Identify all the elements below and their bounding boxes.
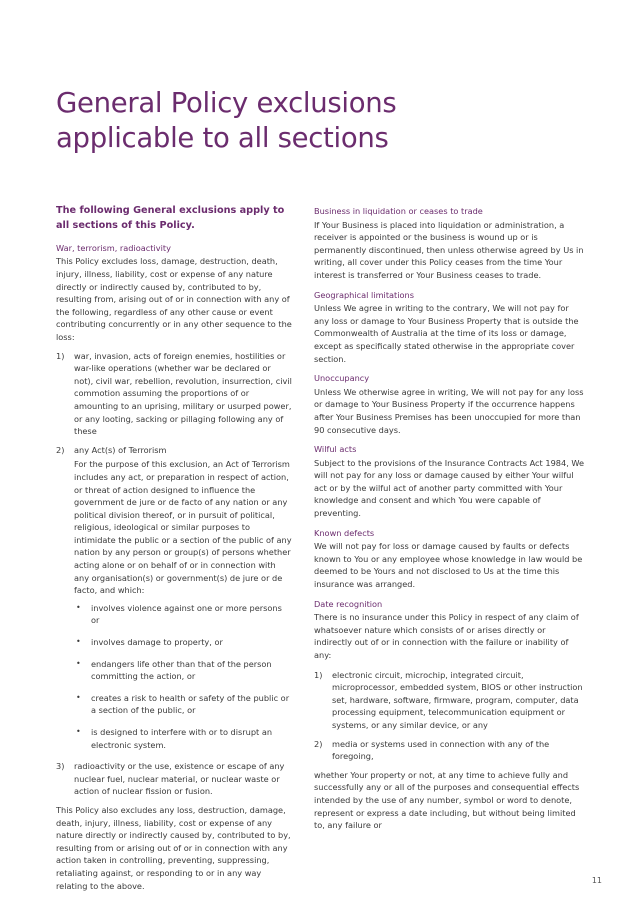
bullet-text: is designed to interfere with or to disrupt an electronic system. bbox=[91, 727, 273, 750]
wilful-acts-heading: Wilful acts bbox=[314, 444, 357, 455]
bullet-item bbox=[74, 692, 292, 717]
liquidation-heading: Business in liquidation or ceases to trade bbox=[314, 206, 483, 216]
list-item bbox=[314, 669, 586, 732]
list-item-text: any Act(s) of Terrorism bbox=[74, 444, 167, 455]
right-column bbox=[314, 203, 586, 839]
bullet-text: creates a risk to health or safety of the public or a section of the public, or bbox=[91, 692, 290, 716]
bullet-marker: • bbox=[76, 658, 81, 668]
wilful-acts-body: Subject to the provisions of the Insurance Contracts Act 1984, We will not pay for any loss or damage caused by either Your wilful act or by the wilful act of another party committed with Your knowledge and consent and which You were capable of preventing. bbox=[314, 457, 585, 519]
geographical-body: Unless We agree in writing to the contrary, We will not pay for any loss or damage to Your Business Property that is outside the Commonwealth of Australia at the time of its loss or damage, except as specifically stated otherwise in the appropriate cover section. bbox=[314, 303, 579, 364]
bullet-marker: • bbox=[76, 637, 81, 647]
title-line-1: General Policy exclusions bbox=[56, 87, 397, 119]
war-heading: War, terrorism, radioactivity bbox=[56, 242, 171, 253]
left-column bbox=[56, 203, 292, 898]
bullet-marker: • bbox=[76, 727, 81, 736]
bullet-item bbox=[74, 726, 292, 751]
date-recognition-list bbox=[314, 669, 586, 763]
list-marker: 2) bbox=[314, 738, 323, 749]
list-marker: 1) bbox=[314, 669, 323, 680]
bullet-marker: • bbox=[76, 602, 81, 612]
list-item-text: war, invasion, acts of foreign enemies, hostilities or war-like operations (whether war be declared or not), civil war, rebellion, revolution, insurrection, civil commotion assuming the proportions of or amounting to an uprising, military or usurped power, or any looting, sacking or pillaging following any of these bbox=[74, 350, 292, 437]
geographical-heading: Geographical limitations bbox=[314, 289, 415, 300]
liquidation-body: If Your Business is placed into liquidation or administration, a receiver is appointed or the business is wound up or is permanently discontinued, then unless otherwise agreed by Us in writing, all cover under this Policy ceases from the time Your interest is transferred or Your Business ceases to trade. bbox=[314, 219, 584, 280]
closing-text: This Policy also excludes any loss, destruction, damage, death, injury, illness, liability, cost or expense of any nature directly or indirectly caused by, contributed to by, resulting from or arising out of or in connection with any action taken in controlling, preventing, suppressing, retaliating against, or responding to or in any way relating to the above. bbox=[56, 804, 291, 891]
list-item bbox=[56, 350, 292, 438]
date-recognition-heading: Date recognition bbox=[314, 598, 383, 609]
list-item bbox=[56, 760, 292, 798]
terrorism-definition: For the purpose of this exclusion, an Act of Terrorism includes any act, or preparation in respect of action, or threat of action designed to influence the government de jure or de facto of any nation or any political division thereof, or in pursuit of political, religious, ideological or similar purposes to intimidate the public or a section of the public of any nation by any person or group(s) of persons whether acting alone or on behalf of or in connection with any organisation(s) or government(s) de jure or de facto, and which: bbox=[74, 459, 292, 596]
list-item-text: radioactivity or the use, existence or escape of any nuclear fuel, nuclear material, or nuclear waste or action of nuclear fission or fusion. bbox=[74, 761, 285, 797]
date-recognition-closing: whether Your property or not, at any time to achieve fully and successfully any or all of the purposes and consequential effects intended by the use of any number, symbol or word to denote, represent or express a date including, but without being limited to, any failure or bbox=[314, 769, 580, 831]
bullet-text: involves damage to property, or bbox=[91, 637, 223, 648]
list-marker: 1) bbox=[56, 350, 65, 361]
war-exclusion-list bbox=[56, 350, 292, 798]
list-item bbox=[314, 738, 586, 763]
terrorism-criteria-list bbox=[74, 602, 292, 751]
bullet-item bbox=[74, 602, 292, 627]
list-item bbox=[56, 444, 292, 751]
page-title bbox=[56, 86, 396, 156]
bullet-text: involves violence against one or more persons or bbox=[91, 602, 282, 626]
unoccupancy-heading: Unoccupancy bbox=[314, 373, 370, 384]
title-line-2: applicable to all sections bbox=[56, 122, 389, 154]
known-defects-heading: Known defects bbox=[314, 527, 375, 538]
list-marker: 2) bbox=[56, 444, 65, 455]
war-body: This Policy excludes loss, damage, destruction, death, injury, illness, liability, cost or expense of any nature directly or indirectly caused by, contributed to by, resulting from, arising out of or in connection with any of the following, regardless of any other cause or event contributing concurrently or in any other sequence to the loss: bbox=[56, 256, 292, 342]
list-marker: 3) bbox=[56, 761, 65, 772]
page-number: 11 bbox=[591, 876, 602, 885]
bullet-text: endangers life other than that of the person committing the action, or bbox=[91, 658, 272, 682]
list-item-text: media or systems used in connection with any of the foregoing, bbox=[332, 738, 550, 762]
unoccupancy-body: Unless We otherwise agree in writing, We will not pay for any loss or damage to Your Business Property if the occurrence happens after Your Business Premises has been unoccupied for more than 90 consecutive days. bbox=[314, 386, 584, 435]
known-defects-body: We will not pay for loss or damage caused by faults or defects known to You or any employee whose knowledge in law would be deemed to be Yours and not disclosed to Us at the time this insurance was arranged. bbox=[314, 541, 583, 590]
date-recognition-body: There is no insurance under this Policy in respect of any claim of whatsoever nature which consists of or arises directly or indirectly out of or in connection with the failure or inability of any: bbox=[314, 612, 579, 660]
bullet-item bbox=[74, 636, 292, 649]
bullet-marker: • bbox=[76, 692, 81, 702]
intro-text: The following General exclusions apply to all sections of this Policy. bbox=[56, 205, 285, 232]
list-item-text: electronic circuit, microchip, integrated circuit, microprocessor, embedded system, BIOS or other instruction set, hardware, software, firmware, program, computer, data processing equipment, telecommunication equipment or systems, or any similar device, or any bbox=[332, 669, 583, 730]
bullet-item bbox=[74, 658, 292, 683]
